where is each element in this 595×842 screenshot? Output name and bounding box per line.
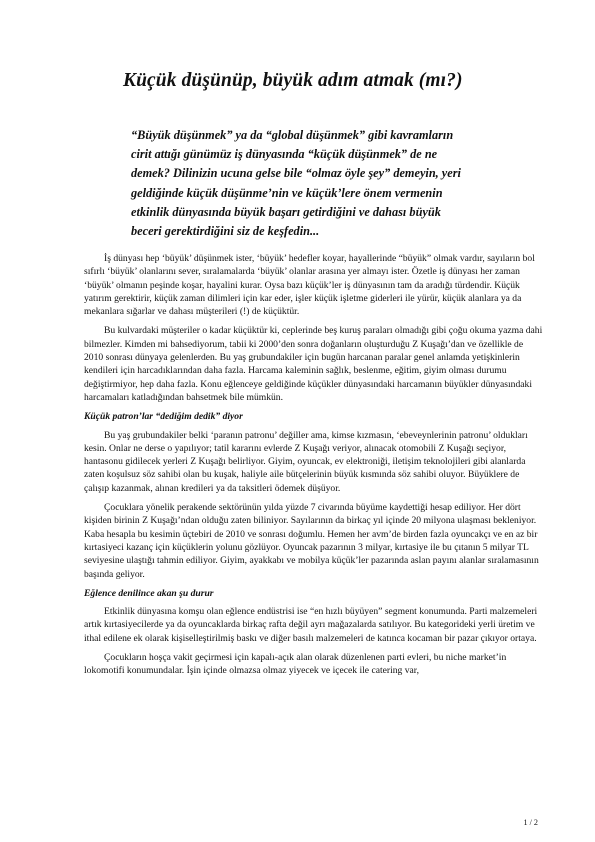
page-number: 1 / 2 xyxy=(523,818,538,827)
body-paragraph: Çocukların hoşça vakit geçirmesi için kapalı-açık alan olarak düzenlenen parti evleri, bu niche market’in lokomotifi konumundalar. İşin içinde olmazsa olmaz yiyecek ve içecek ile catering var, xyxy=(84,652,507,677)
article-body xyxy=(84,252,544,684)
lead-line: demek? Dilinizin ucuna gelse bile “olmaz öyle şey” demeyin, yeri xyxy=(131,166,461,181)
lead-line: beceri gerektirdiğini siz de keşfedin... xyxy=(131,224,320,239)
body-paragraph: İş dünyası hep ‘büyük’ düşünmek ister, ‘büyük’ hedefler koyar, hayallerinde “büyük” olmak vardır, sayıların bol sıfırlı ‘büyük’ olanlarını sever, sıralamalarda ‘büyük’ olanlar arasına yer almayı ister. Özetle iş dünyası her zaman ‘büyük’ olmanın peşinde koşar, hayalini kurar. Oysa bazı küçük’ler iş dünyasının tam da aradığı türdendir. Küçük yatırım gerektirir, küçük zaman dilimleri için kar eder, işler küçük işletme giderleri ile yürür, küçük alanlara ya da mekanlara sığarlar ve dahası müşterileri (!) de küçüktür. xyxy=(84,253,535,318)
lead-line: “Büyük düşünmek” ya da “global düşünmek” gibi kavramların xyxy=(131,128,454,142)
lead-line: etkinlik dünyasında büyük başarı getirdiğini ve dahası büyük xyxy=(131,204,441,219)
body-paragraph: Bu kulvardaki müşteriler o kadar küçüktür ki, ceplerinde beş kuruş paraları olmadığı gibi çoğu okuma yazma dahi bilmezler. Kimden mi bahsediyorum, tabii ki 2000’den sonra doğanların oluşturduğu Z Kuşağı’dan ve özellikle de 2010 sonrası dünyaya gelenlerden. Bu yaş grubundakiler için bugün harcanan paralar genel anlamda yetişkinlerin kendileri için harcadıklarından daha fazla. Harcama kaleminin sağlık, beslenme, eğitim, giyim olması durumu değiştirmiyor, hep daha fazla. Konu eğlenceye geldiğinde küçükler dünyasındaki harcamanın büyükler dünyasındaki harcamaları katladığından bahsetmek bile mümkün. xyxy=(84,325,543,403)
body-paragraph: Çocuklara yönelik perakende sektörünün yılda yüzde 7 civarında büyüme kaydettiği hesap ediliyor. Her dört kişiden birinin Z Kuşağı’ndan olduğu zaten biliniyor. Sayılarının da birkaç yıl içinde 20 milyona ulaşması bekleniyor. Kaba hesapla bu kesimin üçtebiri de 2010 ve sonrası doğumlu. Hemen her avm’de birden fazla oyuncakçı ve en az bir kırtasiyeci kazanç için küçüklerin yolunu gözlüyor. Oyuncak pazarının 3 milyar, kırtasiye ile bu çıtanın 5 milyar TL seviyesine ulaştığı tahmin ediliyor. Giyim, ayakkabı ve mobilya küçük’ler pazarında aslan payını alanlar sıralamasının başında geliyor. xyxy=(84,502,539,580)
lead-line: geldiğinde küçük düşünme’nin ve küçük’lere önem vermenin xyxy=(131,185,443,200)
section-heading: Küçük patron’lar “dediğim dedik” diyor xyxy=(84,411,243,423)
lead-paragraph xyxy=(131,126,551,241)
section-heading: Eğlence denilince akan şu durur xyxy=(84,587,214,599)
lead-line: cirit attığı günümüz iş dünyasında “küçük düşünmek” de ne xyxy=(131,147,438,162)
body-paragraph: Etkinlik dünyasına komşu olan eğlence endüstrisi ise “en hızlı büyüyen” segment konumunda. Parti malzemeleri artık kırtasiyecilerde ya da oyuncaklarda birkaç rafta değil ayrı mağazalarda satılıyor. Bu kategorideki yerli üretim ve ithal edilene ek olarak kişiselleştirilmiş baskı ve diğer basılı malzemeleri de katınca kocaman bir pazar çıkıyor ortaya. xyxy=(84,606,538,644)
body-paragraph: Bu yaş grubundakiler belki ‘paranın patronu’ değiller ama, kimse kızmasın, ‘ebeveynlerinin patronu’ oldukları kesin. Onlar ne derse o yapılıyor; tatil kararını evlerde Z Kuşağı veriyor, alınacak otomobili Z Kuşağı seçiyor, hantasonu gidilecek yerleri Z Kuşağı belirliyor. Giyim, oyuncak, ev elektroniği, iletişim teknolojileri gibi alanlarda zaten koşulsuz söz sahibi olan bu kuşak, haliyle aile bütçelerinin büyük kısmında söz sahibi oluyor. Büyüklere de çalışıp kazanmak, alınan kredileri ya da taksitleri ödemek düşüyor. xyxy=(84,429,528,494)
document-title: Küçük düşünüp, büyük adım atmak (mı?) xyxy=(123,70,463,91)
